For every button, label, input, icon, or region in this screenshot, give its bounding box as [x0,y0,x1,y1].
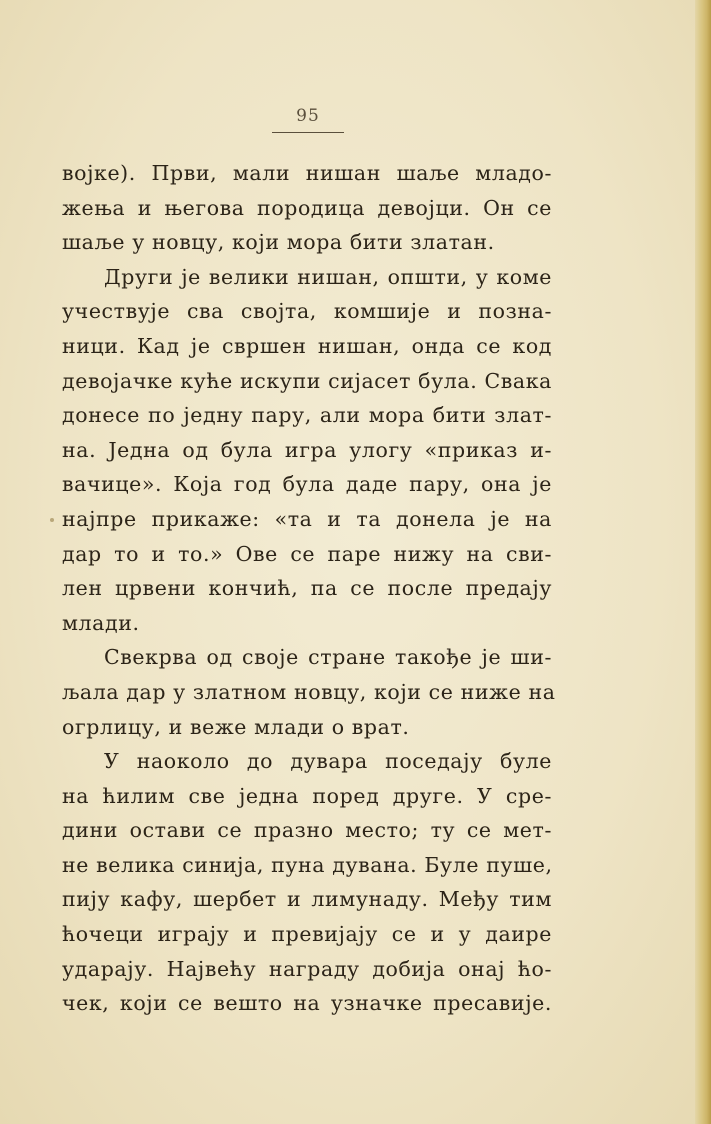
ink-spot [50,518,54,522]
text-line: на ћилим све једна поред друге. У сре- [62,783,552,808]
text-line: огрлицу, и веже млади о врат. [62,714,410,739]
text-line: Свекрва од своје стране такође је ши- [104,645,552,670]
text-line: љала дар у златном новцу, који се ниже на [62,679,556,704]
text-line: донесе по једну пару, али мора бити злат- [62,403,552,428]
text-line: У наоколо до дувара поседају буле [104,749,552,774]
text-line: вачице». Која год була даде пару, она је [62,472,552,497]
text-line: чек, који се вешто на узначке пресавије. [62,991,552,1016]
text-line: шаље у новцу, који мора бити златан. [62,230,495,255]
text-line: пију кафу, шербет и лимунаду. Међу тим [62,887,552,912]
text-line: Други је велики нишан, општи, у коме [104,264,552,289]
text-line: ћочеци играју и превијају се и у даире [62,922,552,947]
text-line: млади. [62,610,140,635]
page-number: 95 [296,106,320,126]
text-line: лен црвени кончић, па се после предају [62,576,552,601]
text-line: војке). Први, мали нишан шаље младо- [62,161,552,185]
text-line: жења и његова породица девојци. Он се [62,195,552,220]
text-line: девојачке куће искупи сијасет була. Свака [62,368,552,393]
text-line: дини остави се празно место; ту се мет- [62,818,552,843]
text-line: ници. Кад је свршен нишан, онда се код [62,333,552,358]
text-line: не велика синија, пуна дувана. Буле пуше, [62,852,553,877]
page-edge [695,0,711,1124]
text-line: учествује сва својта, комшије и позна- [62,299,552,324]
text-line: ударају. Највећу награду добија онај ћо- [62,956,552,981]
body-text [62,156,556,1021]
page-number-rule [272,132,344,133]
text-line: на. Једна од була игра улогу «приказ и- [62,437,552,462]
text-line: дар то и то.» Ове се паре нижу на сви- [62,541,552,566]
text-line: најпре прикаже: «та и та донела је на [62,506,552,531]
